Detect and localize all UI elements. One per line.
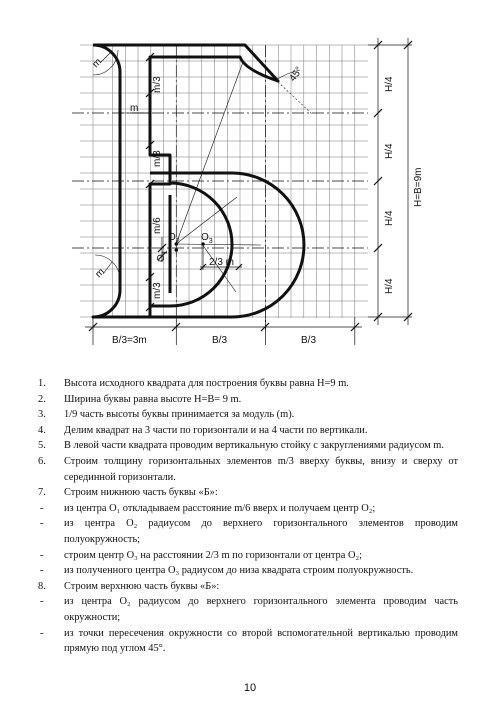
label-m6: m/6 (152, 217, 163, 234)
step-marker: - (40, 502, 44, 514)
step-sub-item (38, 594, 458, 625)
step-marker: 4. (38, 424, 46, 436)
label-h4-2: H/4 (384, 143, 395, 159)
step-text: Делим квадрат на 3 части по горизонтали и на 4 части по вертикали. (64, 424, 368, 436)
page-number: 10 (243, 682, 257, 694)
step-marker: - (40, 565, 44, 577)
step-text: из центра O₂ радиусом до верхнего горизонтального элемента проводим часть окружности; (64, 596, 458, 623)
step-marker: 1. (38, 378, 46, 389)
construction-grid (80, 45, 368, 330)
step-item (38, 392, 458, 408)
dimension-ticks (89, 41, 412, 331)
step-text: Строим нижнюю часть буквы «Б»: (64, 487, 218, 499)
label-angle-45: 45° (287, 65, 306, 84)
step-marker: 2. (38, 393, 46, 405)
label-b3-3: B/3 (301, 335, 317, 346)
step-item (38, 579, 458, 595)
step-item (38, 407, 458, 423)
step-marker: 8. (38, 580, 46, 592)
label-m3-low: m/3 (152, 282, 163, 299)
label-b3-2: B/3 (212, 335, 228, 346)
step-sub-item (38, 563, 458, 579)
step-item (38, 485, 458, 501)
label-m-mid: m (130, 103, 139, 114)
step-text: Высота исходного квадрата для построения буквы равна H=9 m. (64, 378, 349, 389)
step-item (38, 423, 458, 439)
step-marker: 7. (38, 487, 46, 499)
step-item (38, 438, 458, 454)
label-o1: $O_1$ (156, 250, 169, 262)
step-text: Строим верхнюю часть буквы «Б»: (64, 580, 220, 592)
label-b3-1: B/3=3m (112, 335, 147, 346)
label-m-bottom: m (93, 266, 108, 281)
label-two-thirds-m: 2/3 m (209, 257, 235, 268)
step-sub-item (38, 516, 458, 547)
step-text: Ширина буквы равна высоте H=B= 9 m. (64, 393, 242, 405)
step-marker: - (40, 549, 44, 561)
step-marker: - (40, 518, 44, 530)
dimension-lines (85, 38, 412, 345)
step-text: В левой части квадрата проводим вертикальную стойку с закруглениями радиусом m. (64, 440, 444, 452)
step-text: из центра O₂ радиусом до верхнего горизонтального элементов проводим полуокружность; (64, 518, 458, 545)
step-marker: 6. (38, 455, 46, 467)
label-o3: $O_3$ (201, 232, 213, 245)
step-text: Строим толщину горизонтальных элементов m/3 вверху буквы, внизу и сверху от серединной горизонтали. (64, 455, 458, 483)
axis-lines (72, 45, 368, 330)
step-text: 1/9 часть высоты буквы принимается за модуль (m). (64, 409, 295, 421)
step-marker: - (40, 627, 44, 639)
step-marker: - (40, 596, 44, 608)
step-sub-item (38, 626, 458, 657)
label-h-b-9m: H=B=9m (413, 167, 424, 207)
label-m-top: m (90, 56, 105, 71)
step-text: из точки пересечения окружности со второй вспомогательной вертикалью проводим прямую под углом 45°. (64, 627, 458, 655)
step-text: из полученного центра O₃ радиусом до низа квадрата строим полуокружность. (64, 565, 414, 577)
label-m3-mid: m/3 (152, 150, 163, 167)
step-sub-item (38, 548, 458, 564)
step-text: из центра O₁ откладываем расстояние m/6 вверх и получаем центр O₂; (64, 502, 376, 514)
label-h4-3: H/4 (384, 210, 395, 226)
step-item (38, 376, 458, 392)
step-marker: 3. (38, 409, 46, 421)
label-m3-top: m/3 (152, 76, 163, 93)
label-o2: $O_2$ (168, 232, 180, 245)
label-h4-4: H/4 (384, 278, 395, 294)
construction-arcs (93, 50, 312, 292)
step-sub-item (38, 501, 458, 517)
label-h4-1: H/4 (384, 76, 395, 92)
step-text: строим центр O₃ на расстоянии 2/3 m по горизонтали от центра O₂; (64, 549, 362, 561)
construction-steps-list (38, 376, 458, 657)
step-item (38, 454, 458, 485)
step-marker: 5. (38, 440, 46, 452)
